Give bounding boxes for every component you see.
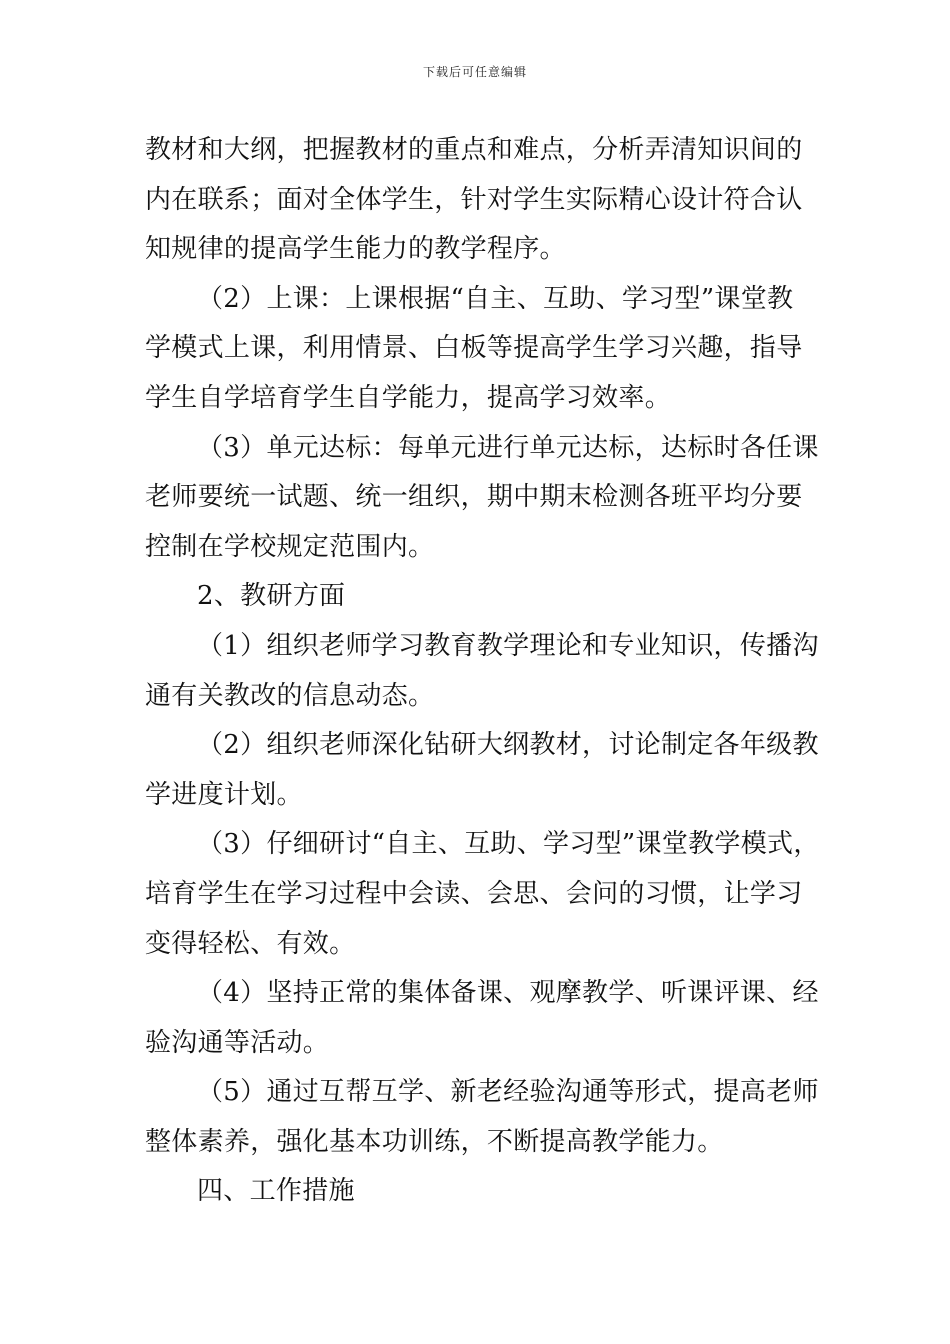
text-line: （3）仔细研讨“自主、互助、学习型”课堂教学模式， bbox=[197, 829, 820, 860]
text-line: （3）单元达标：每单元进行单元达标，达标时各任课 bbox=[197, 432, 819, 463]
text-line: （5）通过互帮互学、新老经验沟通等形式，提高老师 bbox=[197, 1077, 819, 1108]
page-header: 下载后可任意编辑 bbox=[422, 65, 527, 79]
text-line: 验沟通等活动。 bbox=[145, 1027, 330, 1058]
text-line: （2）组织老师深化钻研大纲教材，讨论制定各年级教 bbox=[197, 730, 819, 761]
text-line: （1）组织老师学习教育教学理论和专业知识，传播沟 bbox=[197, 630, 819, 661]
text-line: 2、教研方面 bbox=[197, 581, 346, 612]
text-line: 学模式上课，利用情景、白板等提高学生学习兴趣，指导 bbox=[145, 333, 803, 364]
text-line: 学生自学培育学生自学能力，提高学习效率。 bbox=[145, 382, 672, 413]
text-line: 学进度计划。 bbox=[145, 779, 303, 810]
text-line: 四、工作措施 bbox=[197, 1176, 355, 1207]
text-line: （4）坚持正常的集体备课、观摩教学、听课评课、经 bbox=[197, 978, 819, 1009]
text-line: 教材和大纲，把握教材的重点和难点，分析弄清知识间的 bbox=[145, 135, 803, 165]
text-line: 内在联系；面对全体学生，针对学生实际精心设计符合认 bbox=[145, 184, 803, 215]
text-line: 整体素养，强化基本功训练，不断提高教学能力。 bbox=[145, 1126, 724, 1157]
text-line: 知规律的提高学生能力的教学程序。 bbox=[145, 234, 566, 265]
text-line: 培育学生在学习过程中会读、会思、会问的习惯，让学习 bbox=[145, 878, 803, 909]
text-line: （2）上课：上课根据“自主、互助、学习型”课堂教 bbox=[197, 283, 794, 314]
text-line: 通有关教改的信息动态。 bbox=[145, 680, 435, 711]
text-line: 变得轻松、有效。 bbox=[145, 928, 356, 959]
text-line: 老师要统一试题、统一组织，期中期末检测各班平均分要 bbox=[145, 482, 803, 513]
document-body bbox=[145, 126, 825, 1217]
text-line: 控制在学校规定范围内。 bbox=[145, 531, 435, 562]
